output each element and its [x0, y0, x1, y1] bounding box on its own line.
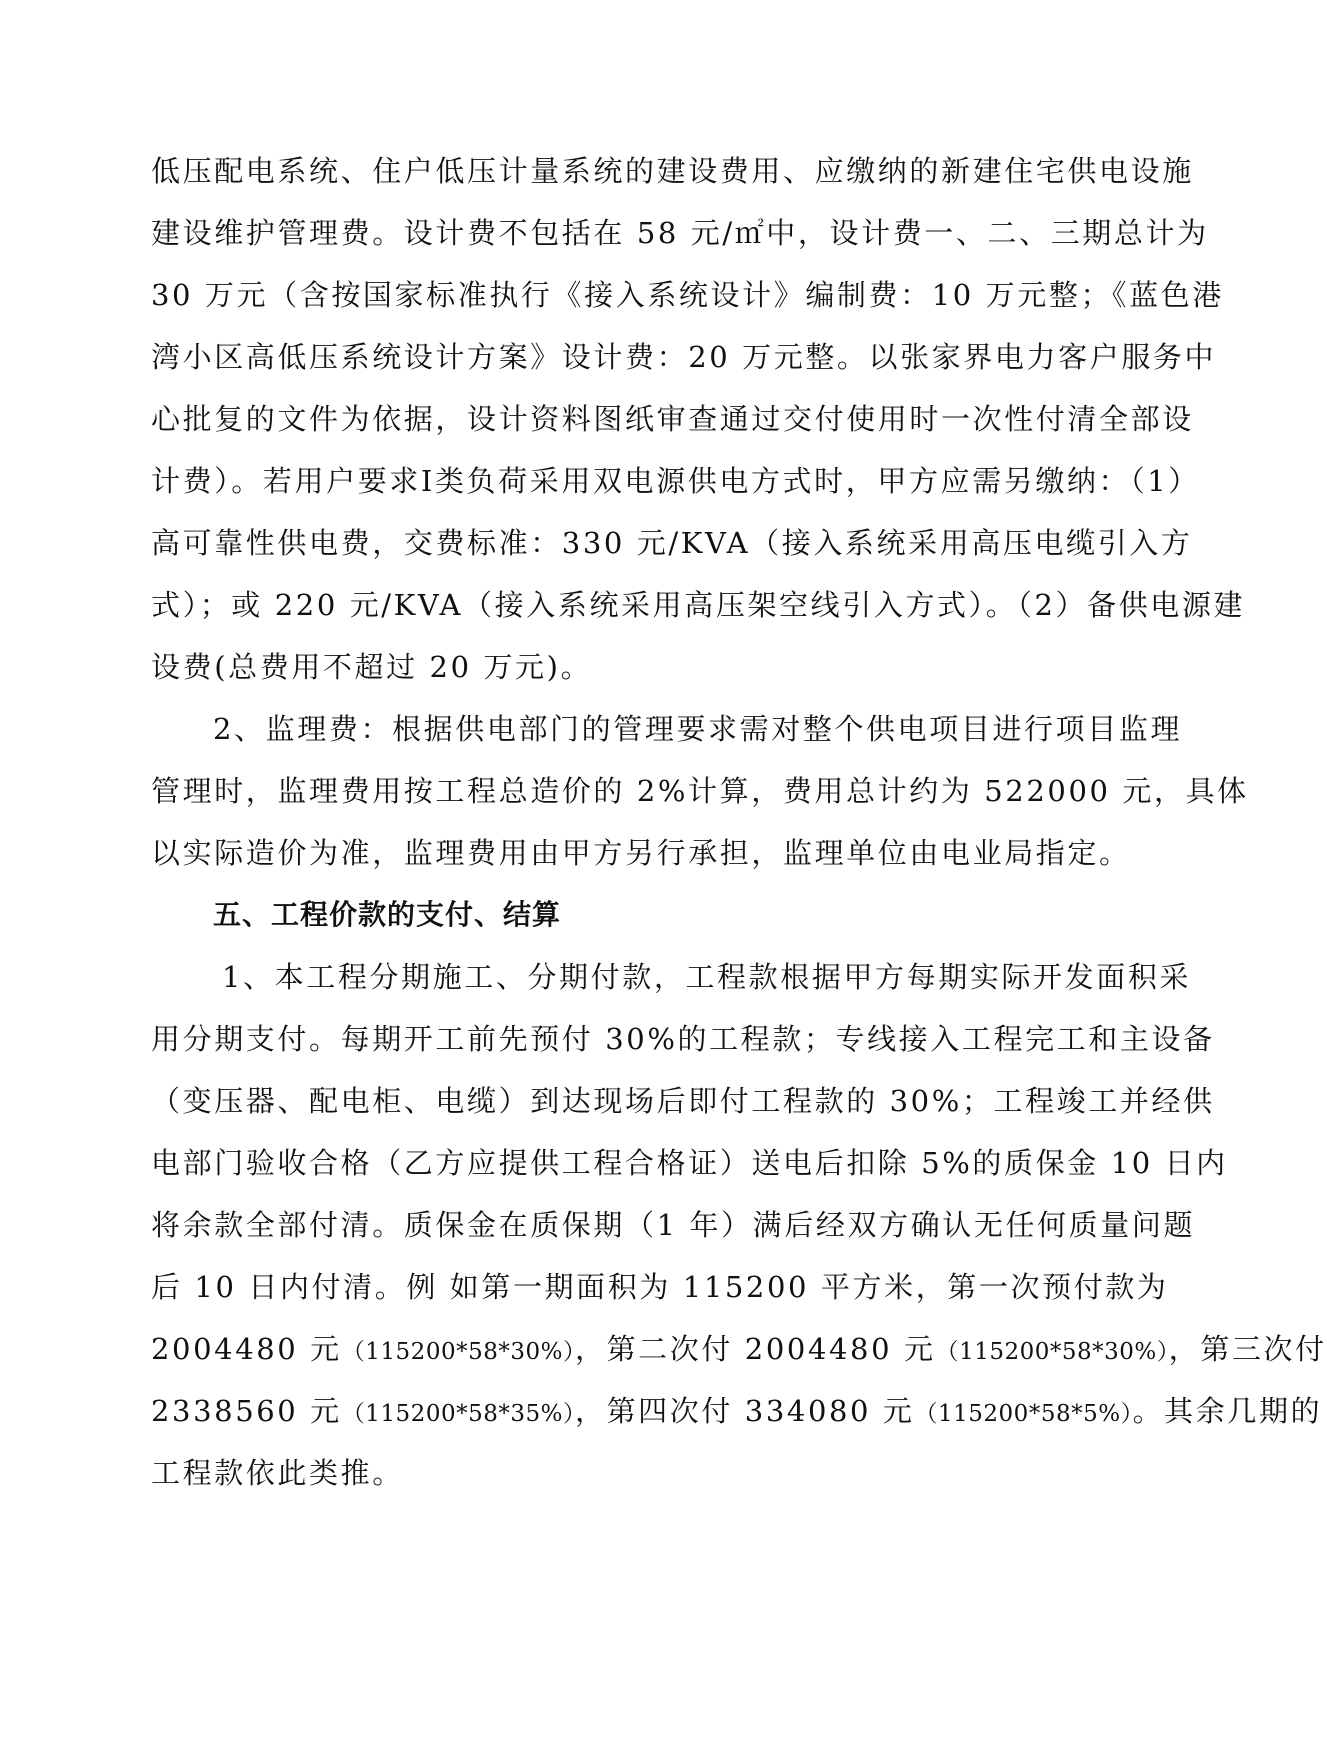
- paragraph-line: 建设维护管理费。设计费不包括在 58 元/㎡中，设计费一、二、三期总计为: [151, 216, 1209, 250]
- payment-calc: （115200*58*35%）: [341, 1401, 575, 1427]
- paragraph-line: 管理时，监理费用按工程总造价的 2%计算，费用总计约为 522000 元，具体: [151, 774, 1249, 808]
- paragraph-line: 2、监理费：根据供电部门的管理要求需对整个供电项目进行项目监理: [213, 712, 1183, 746]
- paragraph-line: 设费(总费用不超过 20 万元)。: [151, 650, 593, 684]
- paragraph-line: 低压配电系统、住户低压计量系统的建设费用、应缴纳的新建住宅供电设施: [151, 154, 1194, 188]
- paragraph-line: 式）；或 220 元/KVA（接入系统采用高压架空线引入方式）。（2）备供电源建: [151, 588, 1246, 622]
- paragraph-line: 以实际造价为准，监理费用由甲方另行承担，监理单位由电业局指定。: [151, 836, 1131, 870]
- paragraph-line: 工程款依此类推。: [151, 1456, 404, 1490]
- paragraph-line: 高可靠性供电费，交费标准：330 元/KVA（接入系统采用高压电缆引入方: [151, 526, 1193, 560]
- payment-text: ，第三次付: [1168, 1332, 1327, 1366]
- payment-line: [151, 1390, 1323, 1432]
- paragraph-line: 用分期支付。每期开工前先预付 30%的工程款；专线接入工程完工和主设备: [151, 1022, 1215, 1056]
- payment-calc: （115200*58*30%）: [341, 1339, 575, 1365]
- paragraph-line: 湾小区高低压系统设计方案》设计费：20 万元整。以张家界电力客户服务中: [151, 340, 1217, 374]
- paragraph-line: 30 万元（含按国家标准执行《接入系统设计》编制费：10 万元整；《蓝色港: [151, 278, 1224, 312]
- paragraph-line: （变压器、配电柜、电缆）到达现场后即付工程款的 30%；工程竣工并经供: [151, 1084, 1215, 1118]
- payment-line: [151, 1328, 1327, 1370]
- paragraph-line: 电部门验收合格（乙方应提供工程合格证）送电后扣除 5%的质保金 10 日内: [151, 1146, 1228, 1180]
- payment-amount: 2338560 元: [151, 1394, 342, 1428]
- paragraph-line: 1、本工程分期施工、分期付款，工程款根据甲方每期实际开发面积采: [222, 960, 1192, 994]
- payment-calc: （115200*58*5%）: [914, 1401, 1133, 1427]
- payment-amount: ，第二次付 2004480 元: [574, 1332, 936, 1366]
- payment-amount: 2004480 元: [151, 1332, 342, 1366]
- paragraph-line: 计费）。若用户要求Ⅰ类负荷采用双电源供电方式时，甲方应需另缴纳：（1）: [151, 464, 1200, 498]
- paragraph-line: 将余款全部付清。质保金在质保期（1 年）满后经双方确认无任何质量问题: [151, 1208, 1196, 1242]
- payment-amount: ，第四次付 334080 元: [574, 1394, 915, 1428]
- payment-text: 。其余几期的: [1132, 1394, 1323, 1428]
- paragraph-line: 后 10 日内付清。例 如第一期面积为 115200 平方米，第一次预付款为: [151, 1270, 1169, 1304]
- paragraph-line: 心批复的文件为依据，设计资料图纸审查通过交付使用时一次性付清全部设: [151, 402, 1194, 436]
- payment-calc: （115200*58*30%）: [935, 1339, 1169, 1365]
- section-heading: 五、工程价款的支付、结算: [213, 898, 562, 931]
